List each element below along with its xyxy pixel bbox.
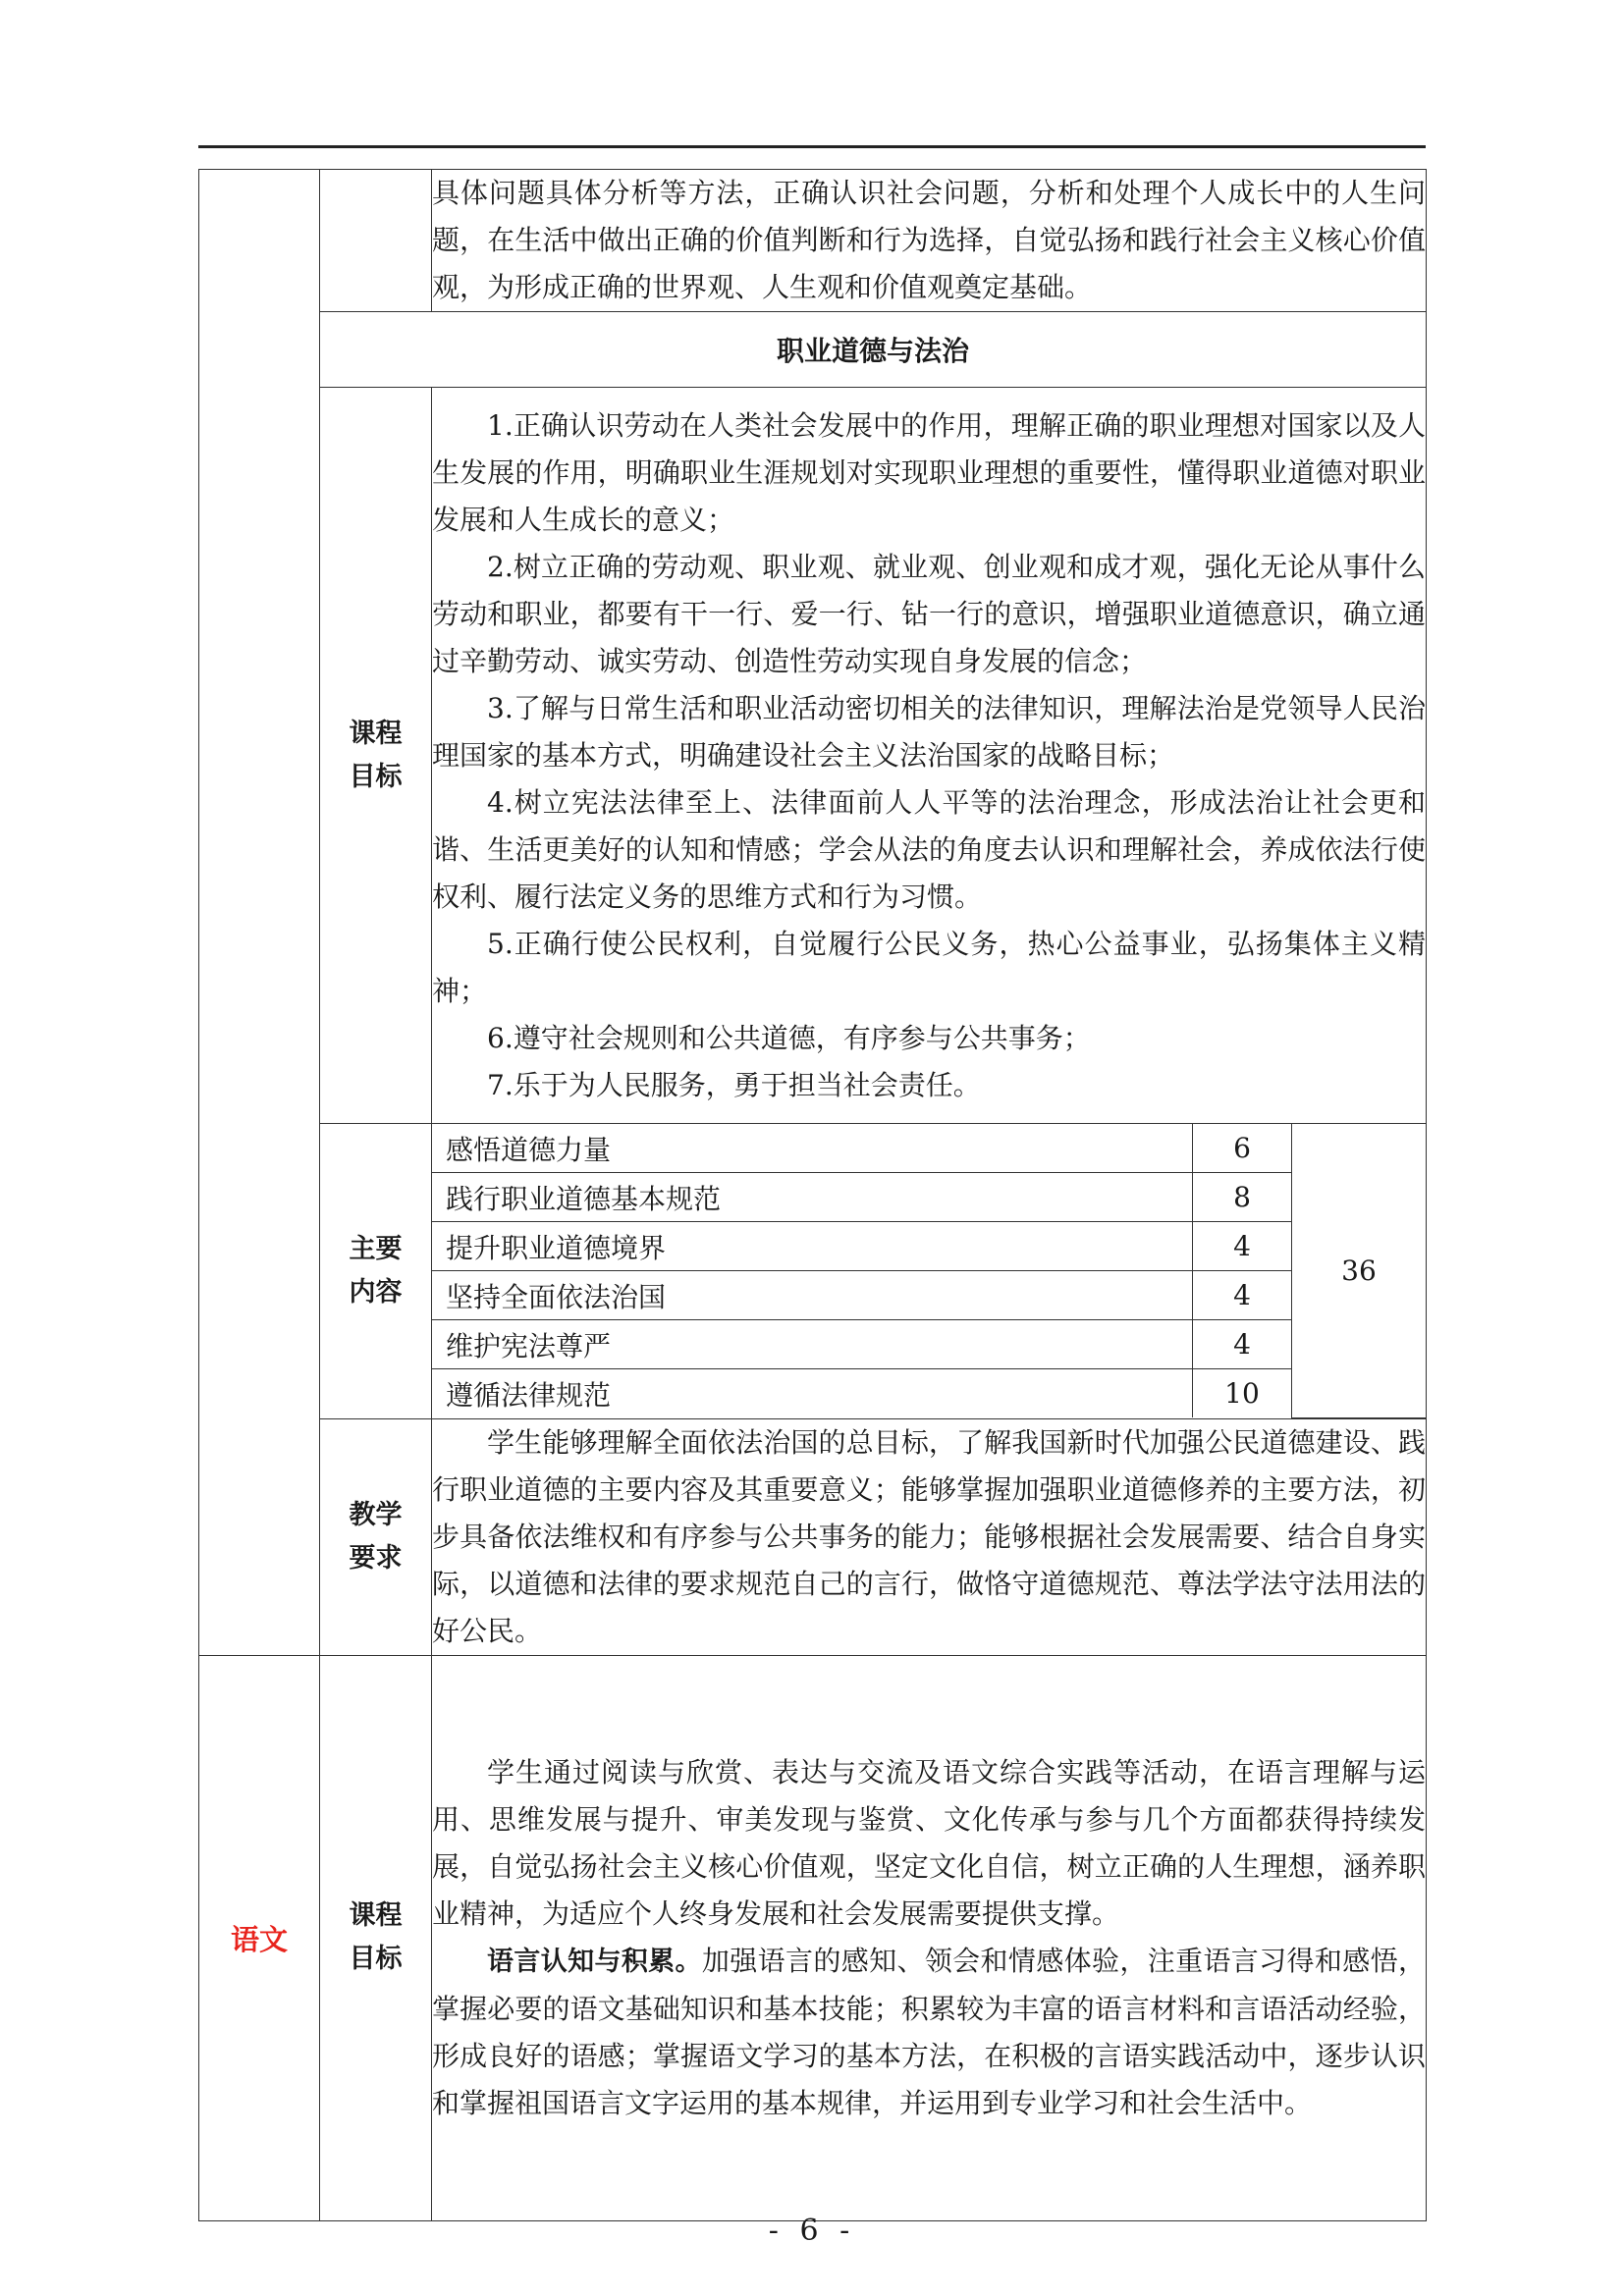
goal-item: 6.遵守社会规则和公共道德，有序参与公共事务； [487, 1021, 1091, 1054]
subject-chinese-label: 语文 [199, 1655, 320, 2220]
label-line: 目标 [349, 1944, 403, 1974]
teaching-requirement-row [199, 1418, 1427, 1655]
goal-item: 2.树立正确的劳动观、职业观、就业观、创业观和成才观，强化无论从事什么劳动和职业，都要有干一行、爱一行、钻一行的意识，增强职业道德意识，确立通过辛勤劳动、诚实劳动、创造性劳动实现自身发展的信念； [432, 550, 1426, 677]
content-total-hours: 36 [1292, 1124, 1427, 1417]
curriculum-table [198, 169, 1427, 2221]
content-name: 提升职业道德境界 [432, 1222, 1193, 1271]
label-line: 要求 [349, 1542, 403, 1574]
content-hours: 4 [1193, 1271, 1292, 1320]
content-hours-table [432, 1124, 1426, 1418]
intro-paragraph: 具体问题具体分析等方法，正确认识社会问题，分析和处理个人成长中的人生问题，在生活中做出正确的价值判断和行为选择，自觉弘扬和践行社会主义核心价值观，为形成正确的世界观、人生观和价值观奠定基础。 [432, 177, 1426, 303]
chinese-goal-paragraph: 学生通过阅读与欣赏、表达与交流及语文综合实践等活动，在语言理解与运用、思维发展与提升、审美发现与鉴赏、文化传承与参与几个方面都获得持续发展，自觉弘扬社会主义核心价值观，坚定文化自信，树立正确的人生理想，涵养职业精神，为适应个人终身发展和社会发展需要提供支撑。 [432, 1755, 1426, 1930]
main-content-row [199, 1124, 1427, 1419]
subject-cell-blank [199, 170, 320, 1656]
teaching-requirement-label [320, 1418, 432, 1655]
table-row [432, 1320, 1426, 1369]
content-name: 践行职业道德基本规范 [432, 1173, 1193, 1222]
header-rule [198, 145, 1426, 148]
intro-row [199, 170, 1427, 312]
chinese-subject-row [199, 1655, 1427, 2220]
section-title-row [199, 312, 1427, 388]
chinese-goal-body: 加强语言的感知、领会和情感体验，注重语言习得和感悟，掌握必要的语文基础知识和基本技能；积累较为丰富的语言材料和言语活动经验，形成良好的语感；掌握语文学习的基本方法，在积极的言语实践活动中，逐步认识和掌握祖国语言文字运用的基本规律，并运用到专业学习和社会生活中。 [432, 1944, 1426, 2119]
course-goals-cell [432, 388, 1427, 1124]
table-row [432, 1124, 1426, 1173]
main-content-label [320, 1124, 432, 1419]
intro-cell [432, 170, 1427, 312]
content-hours: 8 [1193, 1173, 1292, 1222]
section-title: 职业道德与法治 [320, 312, 1427, 388]
goal-item: 3.了解与日常生活和职业活动密切相关的法律知识，理解法治是党领导人民治理国家的基本方式，明确建设社会主义法治国家的战略目标； [432, 691, 1426, 772]
course-goals-row [199, 388, 1427, 1124]
content-hours: 6 [1193, 1124, 1292, 1173]
chinese-goals-cell [432, 1655, 1427, 2220]
content-name: 遵循法律规范 [432, 1369, 1193, 1418]
chinese-course-goals-label [320, 1655, 432, 2220]
page-number: - 6 - [768, 2214, 856, 2248]
content-name: 坚持全面依法治国 [432, 1271, 1193, 1320]
content-hours: 4 [1193, 1222, 1292, 1271]
main-content-cell [432, 1124, 1427, 1419]
label-line: 课程 [349, 1900, 403, 1931]
teaching-requirement-cell [432, 1418, 1427, 1655]
content-hours: 4 [1193, 1320, 1292, 1369]
goal-item: 7.乐于为人民服务，勇于担当社会责任。 [487, 1068, 981, 1101]
goal-item: 1.正确认识劳动在人类社会发展中的作用，理解正确的职业理想对国家以及人生发展的作用，明确职业生涯规划对实现职业理想的重要性，懂得职业道德对职业发展和人生成长的意义； [432, 408, 1426, 536]
label-line: 教学 [349, 1499, 403, 1530]
course-goals-label [320, 388, 432, 1124]
teaching-requirement-text: 学生能够理解全面依法治国的总目标，了解我国新时代加强公民道德建设、践行职业道德的主要内容及其重要意义；能够掌握加强职业道德修养的主要方法，初步具备依法维权和有序参与公共事务的能力；能够根据社会发展需要、结合自身实际，以道德和法律的要求规范自己的言行，做恪守道德规范、尊法学法守法用法的好公民。 [432, 1425, 1426, 1647]
content-name: 维护宪法尊严 [432, 1320, 1193, 1369]
label-line: 内容 [349, 1276, 403, 1308]
label-line: 目标 [349, 761, 403, 792]
goal-item: 4.树立宪法法律至上、法律面前人人平等的法治理念，形成法治让社会更和谐、生活更美好的认知和情感；学会从法的角度去认识和理解社会，养成依法行使权利、履行法定义务的思维方式和行为习惯。 [432, 785, 1426, 913]
table-row [432, 1369, 1426, 1418]
table-row [432, 1222, 1426, 1271]
label-cell-blank [320, 170, 432, 312]
chinese-goal-lead: 语言认知与积累。 [487, 1946, 702, 1977]
goal-item: 5.正确行使公民权利，自觉履行公民义务，热心公益事业，弘扬集体主义精神； [432, 927, 1426, 1007]
content-hours: 10 [1193, 1369, 1292, 1418]
table-row [432, 1173, 1426, 1222]
chinese-goal-paragraph [432, 1938, 1426, 2127]
label-line: 主要 [349, 1233, 403, 1264]
table-row [432, 1271, 1426, 1320]
label-line: 课程 [349, 718, 403, 749]
content-name: 感悟道德力量 [432, 1124, 1193, 1173]
